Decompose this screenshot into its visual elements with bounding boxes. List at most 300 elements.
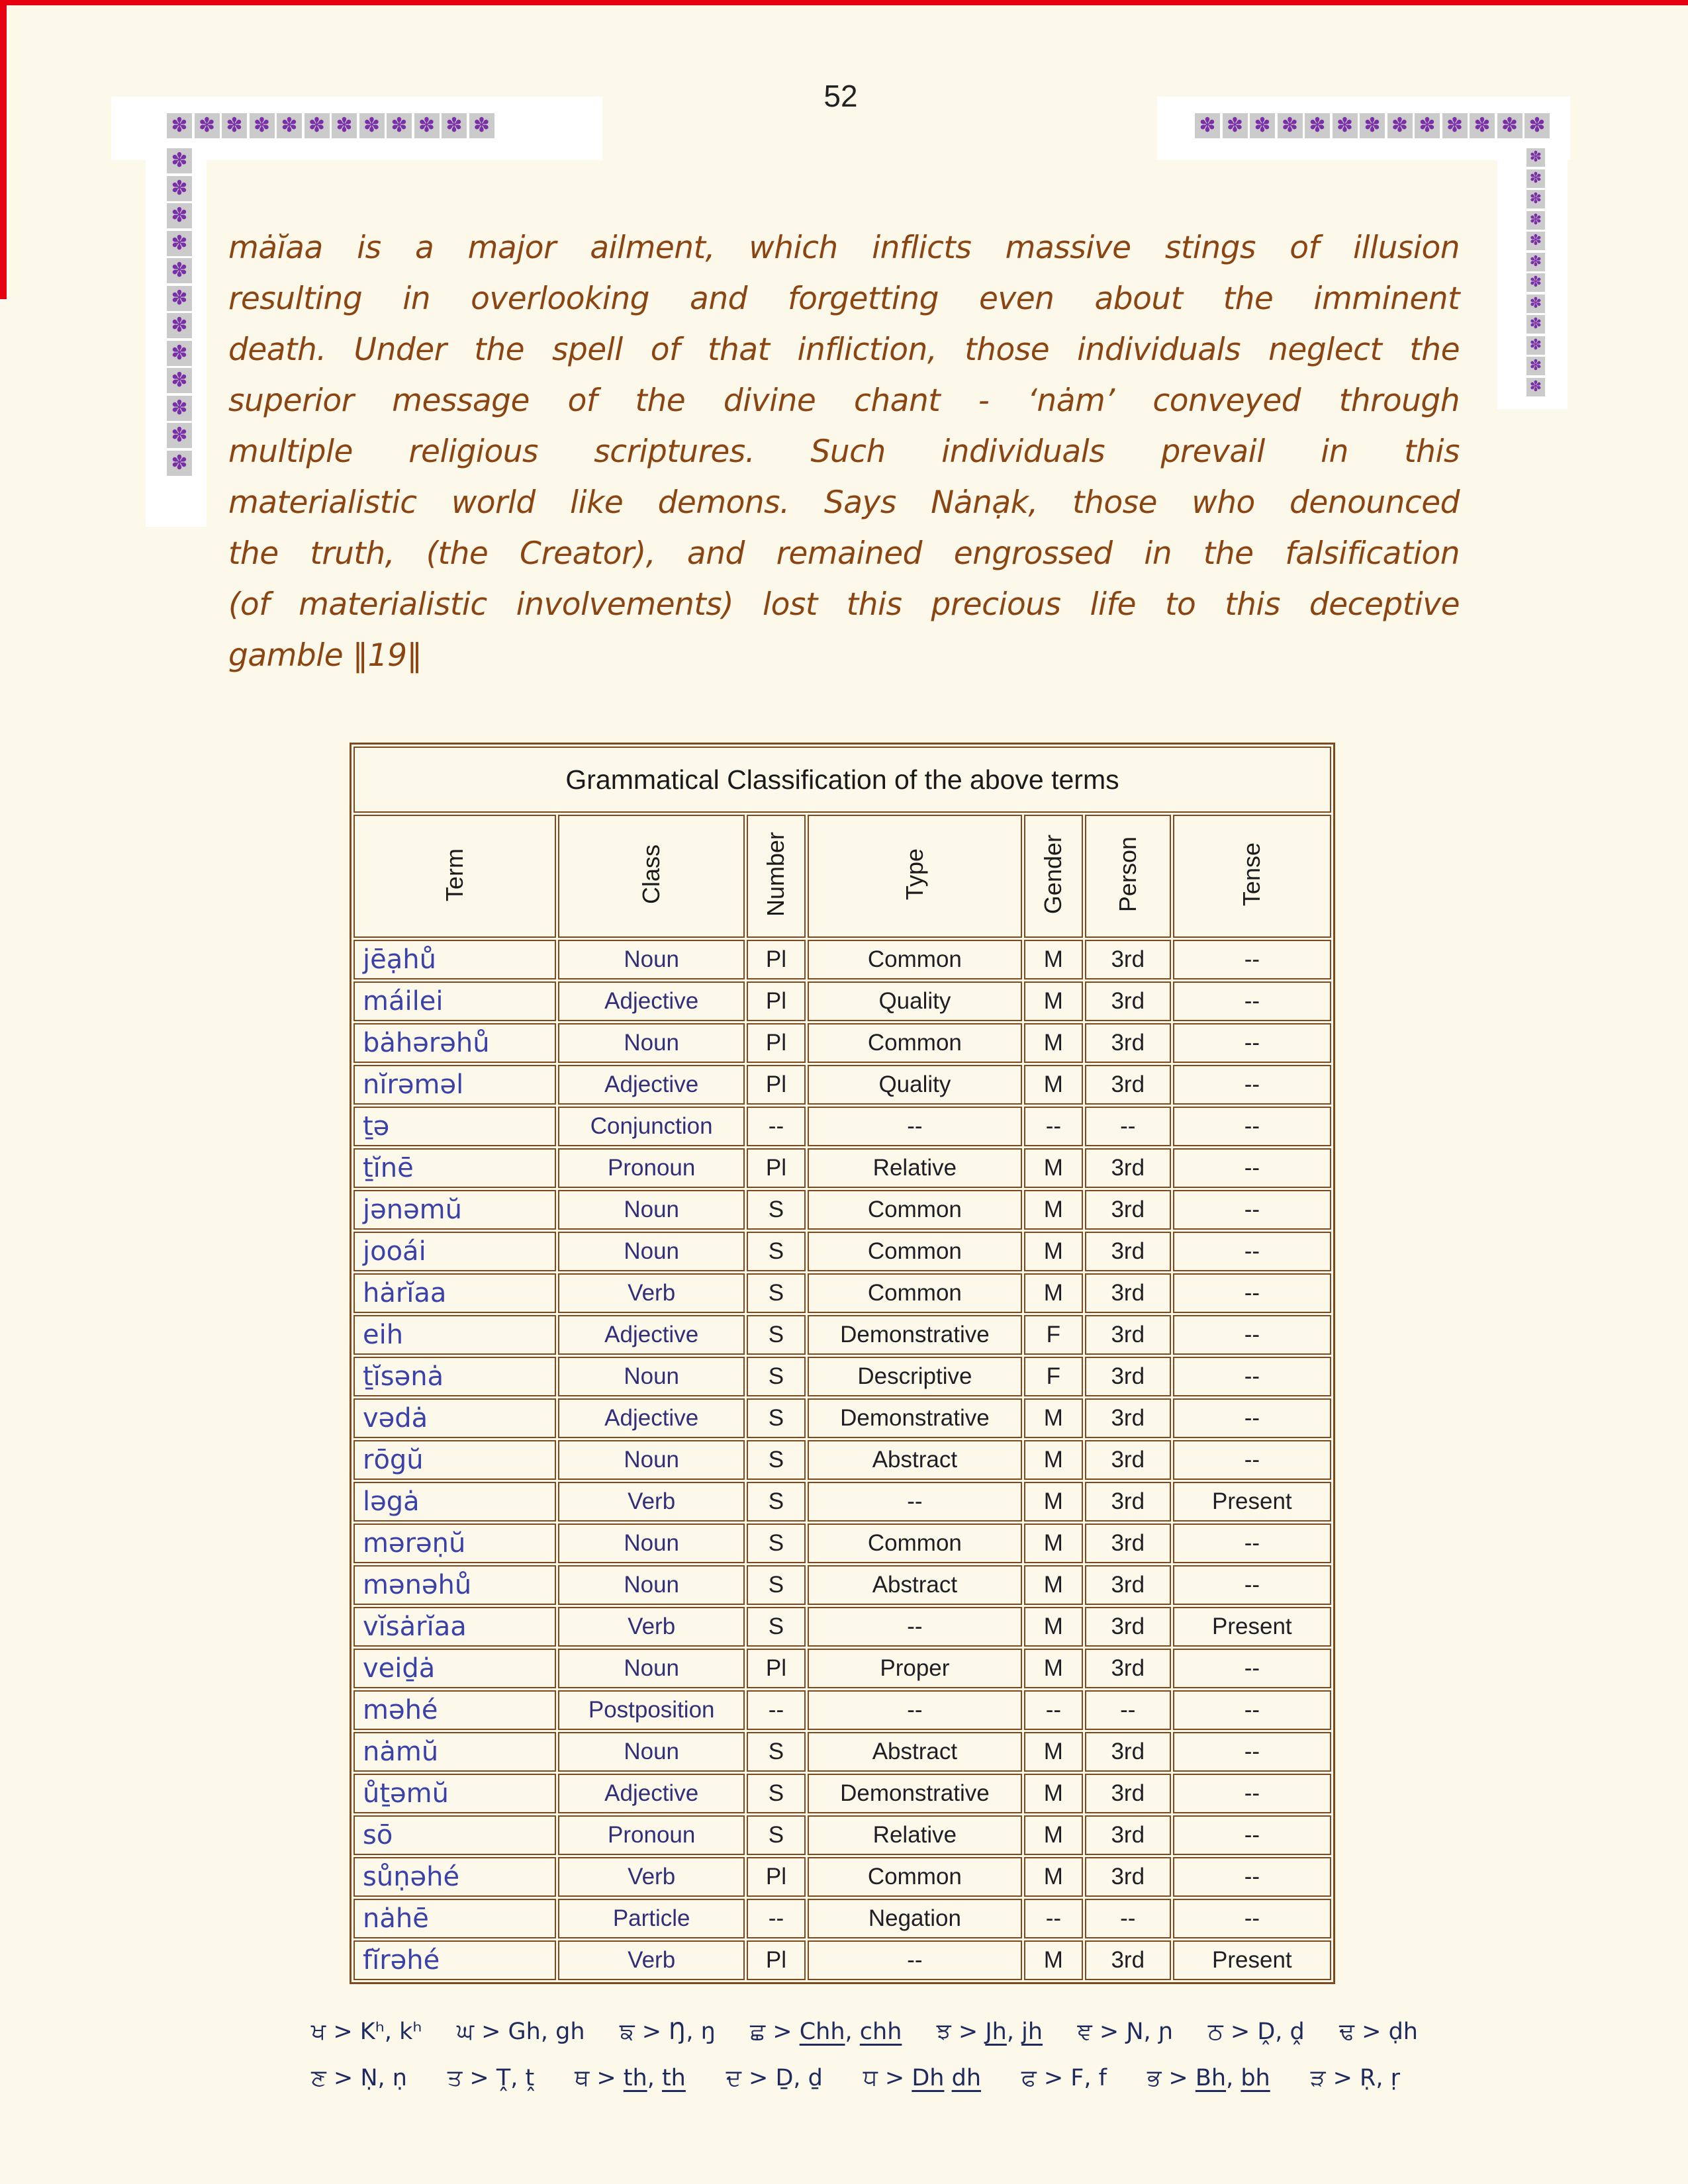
maps-to-symbol: > — [462, 2065, 496, 2091]
table-cell: M — [1024, 1565, 1083, 1605]
table-cell: -- — [1173, 1565, 1331, 1605]
paragraph-line: mȧĭaa is a major ailment, which inflicts massive stings of illusion — [228, 230, 1460, 266]
table-cell: Noun — [558, 1524, 745, 1563]
transliteration-item — [447, 2065, 534, 2091]
gurmukhi-letter: ਣ — [311, 2065, 326, 2091]
table-row — [353, 1940, 1331, 1980]
flower-icon: ✽ — [1526, 315, 1545, 334]
gurmukhi-letter: ੜ — [1310, 2065, 1326, 2091]
table-cell: S — [747, 1524, 806, 1563]
table-cell: Noun — [558, 1232, 745, 1271]
maps-to-symbol: > — [1036, 2065, 1071, 2091]
table-cell: M — [1024, 1065, 1083, 1105]
flower-icon: ✽ — [250, 113, 275, 138]
term-cell: nȧmŭ — [353, 1732, 556, 1772]
flower-icon: ✽ — [1526, 295, 1545, 313]
column-header — [353, 815, 556, 938]
column-header-label: Gender — [1039, 835, 1067, 915]
table-cell: Demonstrative — [808, 1774, 1022, 1813]
flower-icon: ✽ — [1526, 190, 1545, 208]
table-cell: Common — [808, 1190, 1022, 1230]
table-row — [353, 1107, 1331, 1146]
table-cell: M — [1024, 1732, 1083, 1772]
maps-to-symbol: > — [741, 2065, 776, 2091]
table-cell: -- — [1173, 1815, 1331, 1855]
flower-icon: ✽ — [1526, 336, 1545, 355]
gurmukhi-letter: ਭ — [1147, 2065, 1162, 2091]
table-row — [353, 1440, 1331, 1480]
table-cell: -- — [1173, 1732, 1331, 1772]
flower-icon: ✽ — [1278, 113, 1303, 138]
latin-transliteration: Ḏ, ḏ — [775, 2065, 823, 2091]
table-cell: -- — [1173, 1690, 1331, 1730]
column-header-label: Tense — [1238, 842, 1266, 907]
table-cell: 3rd — [1085, 1482, 1171, 1522]
column-header — [1173, 815, 1331, 938]
table-cell: M — [1024, 1815, 1083, 1855]
table-cell: S — [747, 1357, 806, 1396]
table-cell: M — [1024, 1232, 1083, 1271]
gurmukhi-letter: ਠ — [1207, 2019, 1223, 2045]
table-cell: -- — [1173, 1774, 1331, 1813]
table-cell: Quality — [808, 981, 1022, 1021]
table-cell: 3rd — [1085, 1815, 1171, 1855]
transliteration-item — [620, 2019, 716, 2045]
latin-transliteration: , — [1226, 2065, 1241, 2091]
maps-to-symbol: > — [326, 2019, 360, 2045]
table-cell: Present — [1173, 1607, 1331, 1647]
term-cell: hȧrĭaa — [353, 1273, 556, 1313]
flower-border-top-right — [1195, 113, 1550, 138]
table-cell: S — [747, 1815, 806, 1855]
table-cell: M — [1024, 1524, 1083, 1563]
column-header-label: Person — [1113, 837, 1141, 913]
flower-border-top-left — [167, 113, 494, 138]
term-cell: ṯə — [353, 1107, 556, 1146]
paragraph-line: gamble ‖19‖ — [228, 637, 422, 674]
paragraph-line: resulting in overlooking and forgetting even about the imminent — [228, 281, 1460, 317]
column-header — [1024, 815, 1083, 938]
table-cell: 3rd — [1085, 1857, 1171, 1897]
flower-icon: ✽ — [167, 203, 192, 228]
transliteration-item — [457, 2019, 585, 2045]
table-row — [353, 1190, 1331, 1230]
term-cell: vədȧ — [353, 1398, 556, 1438]
flower-icon: ✽ — [167, 368, 192, 393]
table-cell: Pl — [747, 1649, 806, 1688]
column-header — [558, 815, 745, 938]
table-cell: Noun — [558, 1440, 745, 1480]
latin-transliteration: , — [845, 2019, 860, 2045]
gurmukhi-letter: ਦ — [726, 2065, 741, 2091]
table-cell: M — [1024, 1398, 1083, 1438]
transliteration-key-line-1 — [311, 2019, 1418, 2045]
table-cell: Pl — [747, 940, 806, 979]
table-cell: Noun — [558, 1357, 745, 1396]
latin-transliteration: Jh — [985, 2019, 1007, 2045]
table-cell: Postposition — [558, 1690, 745, 1730]
table-cell: Relative — [808, 1815, 1022, 1855]
transliteration-item — [750, 2019, 902, 2045]
flower-icon: ✽ — [442, 113, 467, 138]
grammar-classification-table — [350, 743, 1335, 1984]
table-cell: Pronoun — [558, 1815, 745, 1855]
table-cell: M — [1024, 1857, 1083, 1897]
transliteration-item — [937, 2019, 1043, 2045]
table-cell: -- — [1173, 1857, 1331, 1897]
table-cell: M — [1024, 1273, 1083, 1313]
gurmukhi-letter: ਙ — [619, 2019, 635, 2045]
scan-edge-top-mark — [0, 0, 1688, 5]
table-row — [353, 940, 1331, 979]
table-row — [353, 1815, 1331, 1855]
gurmukhi-letter: ਖ — [311, 2019, 326, 2045]
table-title: Grammatical Classification of the above terms — [353, 747, 1331, 813]
table-cell: 3rd — [1085, 1565, 1171, 1605]
flower-icon: ✽ — [1526, 169, 1545, 188]
latin-transliteration: chh — [859, 2019, 902, 2045]
term-cell: ṯĭnē — [353, 1148, 556, 1188]
table-row — [353, 1857, 1331, 1897]
flower-icon: ✽ — [167, 396, 192, 421]
table-cell: Common — [808, 1232, 1022, 1271]
transliteration-item — [1021, 2065, 1107, 2091]
paragraph-line: death. Under the spell of that infliction, those individuals neglect the — [228, 332, 1460, 368]
table-cell: Abstract — [808, 1732, 1022, 1772]
table-cell: 3rd — [1085, 1732, 1171, 1772]
table-cell: Verb — [558, 1273, 745, 1313]
transliteration-item — [1311, 2065, 1400, 2091]
flower-icon: ✽ — [222, 113, 247, 138]
table-cell: 3rd — [1085, 1649, 1171, 1688]
table-cell: S — [747, 1440, 806, 1480]
table-row — [353, 1482, 1331, 1522]
table-cell: Adjective — [558, 1774, 745, 1813]
table-cell: M — [1024, 940, 1083, 979]
transliteration-key-line-2 — [311, 2065, 1400, 2091]
column-header-label: Type — [900, 848, 928, 901]
table-cell: M — [1024, 1940, 1083, 1980]
table-cell: Noun — [558, 1190, 745, 1230]
transliteration-item — [1339, 2019, 1418, 2045]
maps-to-symbol: > — [1223, 2019, 1258, 2045]
transliteration-item — [575, 2065, 686, 2091]
paragraph-line: the truth, (the Creator), and remained engrossed in the falsification — [228, 535, 1460, 572]
maps-to-symbol: > — [951, 2019, 986, 2045]
table-cell: S — [747, 1190, 806, 1230]
table-cell: Pl — [747, 981, 806, 1021]
term-cell: eih — [353, 1315, 556, 1355]
table-cell: -- — [747, 1107, 806, 1146]
flower-icon: ✽ — [1195, 113, 1220, 138]
table-cell: -- — [1173, 1023, 1331, 1063]
table-cell: -- — [1173, 1273, 1331, 1313]
table-cell: M — [1024, 1190, 1083, 1230]
latin-transliteration: , — [1006, 2019, 1022, 2045]
column-header-label: Term — [441, 848, 469, 901]
table-cell: M — [1024, 1607, 1083, 1647]
table-cell: -- — [747, 1690, 806, 1730]
transliteration-item — [1147, 2065, 1270, 2091]
table-row — [353, 1690, 1331, 1730]
table-cell: 3rd — [1085, 1440, 1171, 1480]
table-row — [353, 1649, 1331, 1688]
table-cell: 3rd — [1085, 1190, 1171, 1230]
transliteration-item — [311, 2019, 422, 2045]
table-cell: Common — [808, 1023, 1022, 1063]
flower-icon: ✽ — [1526, 148, 1545, 167]
table-cell: 3rd — [1085, 1774, 1171, 1813]
table-cell: Common — [808, 1273, 1022, 1313]
table-cell: S — [747, 1732, 806, 1772]
table-cell: -- — [808, 1107, 1022, 1146]
table-cell: Common — [808, 1857, 1022, 1897]
flower-icon: ✽ — [1333, 113, 1358, 138]
column-header — [808, 815, 1022, 938]
table-cell: Proper — [808, 1649, 1022, 1688]
flower-border-left — [167, 148, 192, 476]
flower-icon: ✽ — [414, 113, 440, 138]
table-cell: -- — [1173, 1440, 1331, 1480]
table-row — [353, 1524, 1331, 1563]
latin-transliteration: Ṛ, ṛ — [1360, 2065, 1400, 2091]
term-cell: nĭrəməl — [353, 1065, 556, 1105]
table-cell: Verb — [558, 1482, 745, 1522]
table-cell: S — [747, 1607, 806, 1647]
transliteration-item — [863, 2065, 981, 2091]
table-cell: S — [747, 1482, 806, 1522]
table-cell: -- — [1173, 1107, 1331, 1146]
flower-icon: ✽ — [1526, 232, 1545, 250]
latin-transliteration: ḍh — [1388, 2019, 1418, 2045]
table-cell: Present — [1173, 1482, 1331, 1522]
flower-border-right — [1526, 148, 1545, 396]
gurmukhi-letter: ਫ — [1021, 2065, 1037, 2091]
table-cell: Verb — [558, 1857, 745, 1897]
flower-icon: ✽ — [167, 451, 192, 476]
latin-transliteration: Dh — [912, 2065, 945, 2091]
flower-icon: ✽ — [167, 148, 192, 173]
table-cell: S — [747, 1565, 806, 1605]
column-header-label: Class — [637, 844, 665, 905]
flower-icon: ✽ — [167, 341, 192, 366]
maps-to-symbol: > — [765, 2019, 800, 2045]
gurmukhi-letter: ਞ — [1077, 2019, 1092, 2045]
latin-transliteration — [944, 2065, 951, 2091]
table-cell: 3rd — [1085, 981, 1171, 1021]
flower-icon: ✽ — [1442, 113, 1468, 138]
latin-transliteration: dh — [951, 2065, 982, 2091]
table-cell: 3rd — [1085, 1232, 1171, 1271]
flower-icon: ✽ — [1497, 113, 1523, 138]
table-cell: -- — [1173, 940, 1331, 979]
flower-icon: ✽ — [1526, 357, 1545, 375]
latin-transliteration: Ŋ, ŋ — [669, 2019, 716, 2045]
table-cell: Noun — [558, 1732, 745, 1772]
table-cell: Adjective — [558, 1398, 745, 1438]
table-cell: Noun — [558, 1565, 745, 1605]
table-cell: Relative — [808, 1148, 1022, 1188]
table-cell: 3rd — [1085, 1940, 1171, 1980]
term-cell: nȧhē — [353, 1899, 556, 1938]
flower-icon: ✽ — [1526, 253, 1545, 271]
flower-icon: ✽ — [1250, 113, 1275, 138]
table-cell: Adjective — [558, 981, 745, 1021]
table-cell: Quality — [808, 1065, 1022, 1105]
maps-to-symbol: > — [589, 2065, 624, 2091]
table-cell: 3rd — [1085, 940, 1171, 979]
flower-icon: ✽ — [167, 423, 192, 448]
flower-icon: ✽ — [1360, 113, 1385, 138]
table-cell: 3rd — [1085, 1357, 1171, 1396]
paragraph-line: multiple religious scriptures. Such individuals prevail in this — [228, 433, 1460, 470]
table-row — [353, 1357, 1331, 1396]
table-row — [353, 1315, 1331, 1355]
maps-to-symbol: > — [1354, 2019, 1389, 2045]
commentary-paragraph — [228, 222, 1460, 681]
term-cell: ůṯəmŭ — [353, 1774, 556, 1813]
table-cell: 3rd — [1085, 1398, 1171, 1438]
gurmukhi-letter: ਤ — [447, 2065, 463, 2091]
maps-to-symbol: > — [877, 2065, 912, 2091]
flower-icon: ✽ — [332, 113, 357, 138]
latin-transliteration: Kʰ, kʰ — [359, 2019, 422, 2045]
table-cell: Pl — [747, 1857, 806, 1897]
table-cell: Noun — [558, 940, 745, 979]
table-cell: -- — [1173, 1357, 1331, 1396]
flower-icon: ✽ — [167, 231, 192, 256]
table-cell: Adjective — [558, 1065, 745, 1105]
table-cell: S — [747, 1315, 806, 1355]
table-cell: M — [1024, 1023, 1083, 1063]
table-cell: M — [1024, 1649, 1083, 1688]
table-cell: Pronoun — [558, 1148, 745, 1188]
table-cell: Demonstrative — [808, 1315, 1022, 1355]
term-cell: mərəṇŭ — [353, 1524, 556, 1563]
table-cell: -- — [1085, 1690, 1171, 1730]
table-cell: -- — [1173, 1232, 1331, 1271]
latin-transliteration: F, f — [1070, 2065, 1107, 2091]
table-cell: Verb — [558, 1607, 745, 1647]
table-cell: Conjunction — [558, 1107, 745, 1146]
table-row — [353, 1398, 1331, 1438]
term-cell: sůṇəhé — [353, 1857, 556, 1897]
latin-transliteration: th — [661, 2065, 686, 2091]
flower-icon: ✽ — [277, 113, 302, 138]
table-cell: -- — [1173, 1190, 1331, 1230]
table-cell: Present — [1173, 1940, 1331, 1980]
table-row — [353, 1023, 1331, 1063]
term-cell: veiḏȧ — [353, 1649, 556, 1688]
table-cell: -- — [808, 1607, 1022, 1647]
table-row — [353, 1273, 1331, 1313]
table-row — [353, 1774, 1331, 1813]
flower-icon: ✽ — [305, 113, 330, 138]
table-cell: Negation — [808, 1899, 1022, 1938]
paragraph-line: (of materialistic involvements) lost this precious life to this deceptive — [228, 586, 1460, 623]
flower-icon: ✽ — [387, 113, 412, 138]
table-cell: -- — [1173, 1524, 1331, 1563]
table-cell: M — [1024, 981, 1083, 1021]
flower-icon: ✽ — [167, 258, 192, 283]
table-cell: Particle — [558, 1899, 745, 1938]
flower-icon: ✽ — [1470, 113, 1495, 138]
table-cell: F — [1024, 1315, 1083, 1355]
table-cell: -- — [747, 1899, 806, 1938]
flower-icon: ✽ — [469, 113, 494, 138]
term-cell: jənəmŭ — [353, 1190, 556, 1230]
term-cell: vĭsȧrĭaa — [353, 1607, 556, 1647]
table-row — [353, 1732, 1331, 1772]
gurmukhi-letter: ਝ — [936, 2019, 951, 2045]
table-cell: -- — [1173, 1398, 1331, 1438]
maps-to-symbol: > — [326, 2065, 361, 2091]
term-cell: rōgŭ — [353, 1440, 556, 1480]
column-header-label: Number — [762, 832, 790, 917]
table-cell: -- — [1024, 1899, 1083, 1938]
term-cell: bȧhərəhů — [353, 1023, 556, 1063]
term-cell: ləgȧ — [353, 1482, 556, 1522]
table-cell: 3rd — [1085, 1065, 1171, 1105]
maps-to-symbol: > — [1092, 2019, 1127, 2045]
term-cell: ṯĭsənȧ — [353, 1357, 556, 1396]
table-cell: Demonstrative — [808, 1398, 1022, 1438]
table-cell: Pl — [747, 1023, 806, 1063]
table-cell: S — [747, 1232, 806, 1271]
term-cell: sō — [353, 1815, 556, 1855]
term-cell: mənəhů — [353, 1565, 556, 1605]
table-cell: -- — [1024, 1107, 1083, 1146]
table-cell: S — [747, 1398, 806, 1438]
scan-edge-left-mark — [0, 0, 7, 299]
table-cell: -- — [1085, 1899, 1171, 1938]
flower-icon: ✽ — [359, 113, 385, 138]
latin-transliteration: , — [647, 2065, 662, 2091]
table-row — [353, 1065, 1331, 1105]
latin-transliteration: Ṇ, ṇ — [360, 2065, 407, 2091]
paragraph-line: superior message of the divine chant - ‘nȧm’ conveyed through — [228, 383, 1460, 419]
flower-icon: ✽ — [1526, 211, 1545, 230]
table-cell: Verb — [558, 1940, 745, 1980]
flower-icon: ✽ — [1526, 273, 1545, 292]
table-cell: Pl — [747, 1940, 806, 1980]
table-cell: Common — [808, 1524, 1022, 1563]
flower-icon: ✽ — [167, 286, 192, 311]
table-cell: 3rd — [1085, 1273, 1171, 1313]
table-cell: Adjective — [558, 1315, 745, 1355]
table-cell: -- — [808, 1482, 1022, 1522]
table-row — [353, 1232, 1331, 1271]
table-cell: -- — [1173, 1649, 1331, 1688]
table-cell: Abstract — [808, 1440, 1022, 1480]
table-cell: Noun — [558, 1023, 745, 1063]
column-header — [747, 815, 806, 938]
table-row — [353, 1148, 1331, 1188]
latin-transliteration: th — [623, 2065, 647, 2091]
latin-transliteration: bh — [1241, 2065, 1270, 2091]
table-cell: M — [1024, 1148, 1083, 1188]
table-cell: -- — [1173, 1315, 1331, 1355]
maps-to-symbol: > — [634, 2019, 669, 2045]
gurmukhi-letter: ਥ — [575, 2065, 590, 2091]
table-cell: Pl — [747, 1148, 806, 1188]
flower-icon: ✽ — [1526, 378, 1545, 396]
table-cell: -- — [1173, 1065, 1331, 1105]
term-cell: máilei — [353, 981, 556, 1021]
transliteration-item — [1077, 2019, 1173, 2045]
table-cell: M — [1024, 1482, 1083, 1522]
table-cell: 3rd — [1085, 1023, 1171, 1063]
